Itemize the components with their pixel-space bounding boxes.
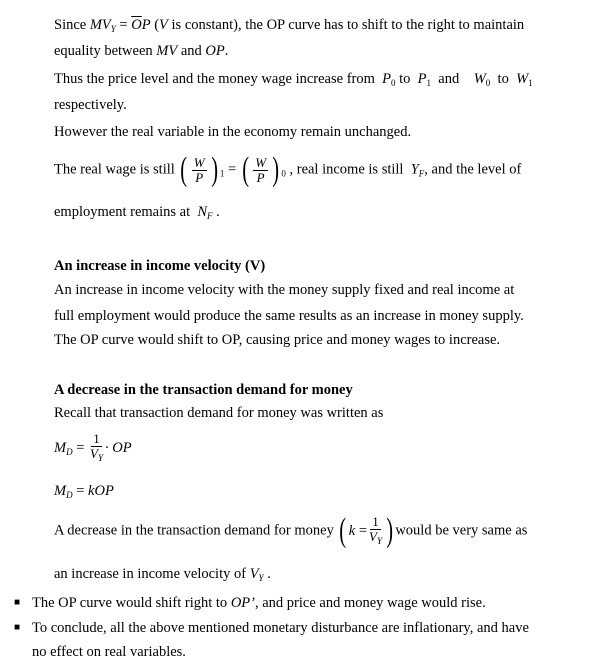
para-line: A decrease in the transaction demand for money ( k = $\frac{1}{V_Y}$ ) would be very same as [54,512,528,549]
para-line: an increase in income velocity of $V_Y$ . [54,566,271,583]
para-line: An increase in income velocity with the money supply fixed and real income at [54,282,515,298]
para-line: Since $MV_Y = \overline{O}P$ (V is constant), the OP curve has to shift to the right to maintain [54,17,525,34]
bullet-item-continued: no effect on real variables. [32,644,186,660]
bullet-item: To conclude, all the above mentioned monetary disturbance are inflationary, and have [32,620,529,636]
para-line: equality between MV and OP. [54,43,229,59]
para-line: employment remains at $N_F$ . [54,204,220,221]
para-line: Recall that transaction demand for money was written as [54,405,384,421]
section-heading: A decrease in the transaction demand for money [54,382,353,398]
para-line: However the real variable in the economy remain unchanged. [54,124,412,140]
equation: $M_D$ = kOP [54,483,114,500]
equation: $M_D$ = $\frac{1}{V_Y}$ · OP [54,431,132,463]
para-line: The OP curve would shift to OP, causing price and money wages to increase. [54,332,501,348]
bullet-item: The OP curve would shift right to OP’, and price and money wage would rise. [32,595,486,611]
bullet-icon: ■ [14,622,21,633]
para-line: respectively. [54,97,127,113]
bullet-icon: ■ [14,597,21,608]
para-line: Thus the price level and the money wage increase from $P_0$ to $P_1$ and $W_0$ to $W_1$ [54,71,533,88]
para-line: full employment would produce the same results as an increase in money supply. [54,308,524,324]
section-heading: An increase in income velocity (V) [54,258,266,274]
para-line: The real wage is still ( $\frac{W}{P}$ ) $_1$ = ( $\frac{W}{P}$ ) $_0$ , real income is still $Y_F$, and the level of [54,151,522,188]
